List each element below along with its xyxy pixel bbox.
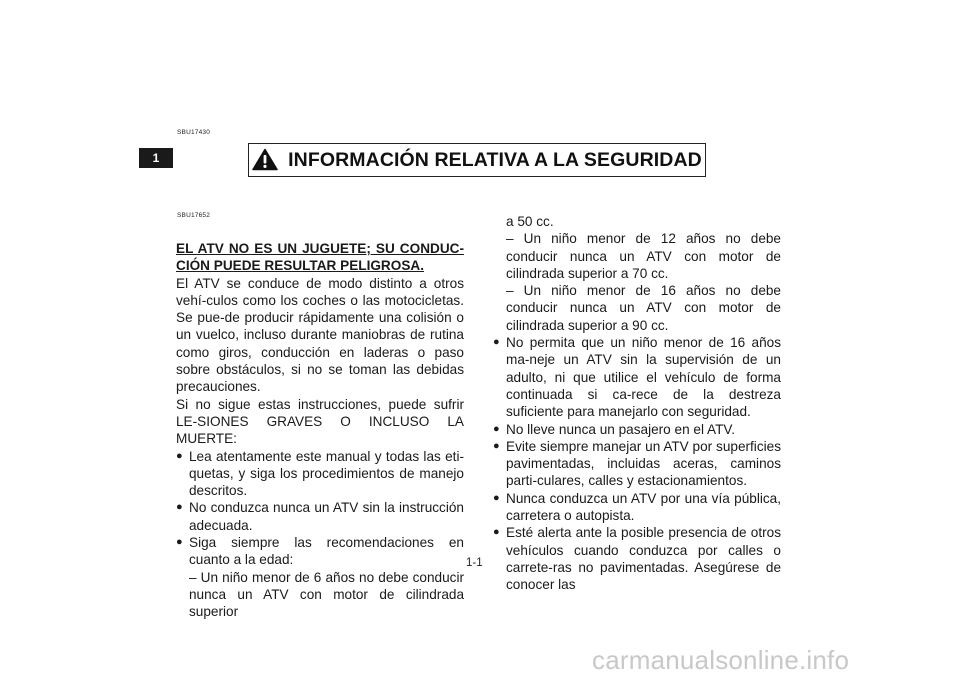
warning-triangle-icon — [252, 148, 278, 171]
list-item-text: Siga siempre las recomendaciones en cuanto a la edad: — [189, 535, 464, 568]
intro-paragraph: El ATV se conduce de modo distinto a otros vehí-culos como los coches o las motocicletas. Se pue-de producir rápidamente una colisión o un vuelco, incluso durante maniobras de rutina como giros, conducción en laderas o paso sobre obstáculos, si no se toman las debidas precauciones. — [176, 275, 464, 395]
list-item-text: Evite siempre manejar un ATV por superficies pavimentadas, incluidas aceras, caminos parti-culares, calles y estacionamientos. — [506, 438, 781, 489]
list-item-text: Lea atentamente este manual y todas las eti-quetas, y siga los procedimientos de manejo descritos. — [189, 448, 464, 499]
right-column — [493, 213, 781, 594]
age-rule-continued — [493, 213, 781, 334]
list-item-text: No conduzca nunca un ATV sin la instrucción adecuada. — [189, 500, 464, 533]
bullet-icon: ● — [176, 449, 183, 462]
watermark: carmanualsonline.info — [592, 645, 850, 675]
bullet-icon: ● — [493, 526, 500, 539]
chapter-tab: 1 — [139, 148, 173, 168]
list-item — [176, 499, 464, 534]
age-rule-text: – Un niño menor de 12 años no debe conducir nunca un ATV con motor de cilindrada superior a 70 cc. — [506, 231, 781, 281]
list-item — [176, 534, 464, 569]
bullet-icon: ● — [493, 336, 500, 349]
list-item-text: Esté alerta ante la posible presencia de otros vehículos cuando conduzca por calles o carrete-ras no pavimentadas. Asegúrese de conocer las — [506, 525, 781, 593]
consequence-paragraph: Si no sigue estas instrucciones, puede sufrir LE-SIONES GRAVES O INCLUSO LA MUERTE: — [176, 396, 464, 447]
bullet-icon: ● — [493, 439, 500, 452]
list-item — [493, 524, 781, 593]
age-rule — [176, 569, 464, 621]
list-item — [493, 421, 781, 438]
left-column — [176, 240, 464, 621]
paragraph-code: SBU17652 — [177, 212, 211, 219]
section-title: INFORMACIÓN RELATIVA A LA SEGURIDAD — [288, 148, 702, 171]
warning-heading-line2: CIÓN PUEDE RESULTAR PELIGROSA. — [176, 258, 424, 274]
warning-heading — [176, 240, 464, 275]
bullet-icon: ● — [493, 491, 500, 504]
age-rule-text: a 50 cc. — [506, 214, 554, 229]
list-item-text: No permita que un niño menor de 16 años ma-neje un ATV sin la supervisión de un adulto, ni que utilice el vehículo de forma continuada si ca-rece de la destreza suficiente para manejarlo con seguridad. — [506, 335, 781, 420]
warning-heading-line1: EL ATV NO ES UN JUGUETE; SU CONDUC- — [176, 241, 464, 256]
list-item — [493, 334, 781, 420]
bullet-icon: ● — [176, 536, 183, 549]
age-rule-text: – Un niño menor de 6 años no debe conducir nunca un ATV con motor de cilindrada superior — [189, 569, 464, 620]
list-item-text: No lleve nunca un pasajero en el ATV. — [506, 421, 735, 437]
bullet-icon: ● — [493, 422, 500, 435]
section-code: SBU17430 — [177, 129, 211, 136]
page-number: 1-1 — [466, 557, 483, 569]
list-item — [493, 438, 781, 490]
bullet-icon: ● — [176, 501, 183, 514]
list-item — [493, 490, 781, 525]
list-item-text: Nunca conduzca un ATV por una vía pública, carretera o autopista. — [506, 490, 781, 524]
section-title-box — [248, 143, 706, 177]
age-rule-text: – Un niño menor de 16 años no debe conducir nunca un ATV con motor de cilindrada superior a 90 cc. — [506, 283, 781, 333]
list-item — [176, 448, 464, 500]
